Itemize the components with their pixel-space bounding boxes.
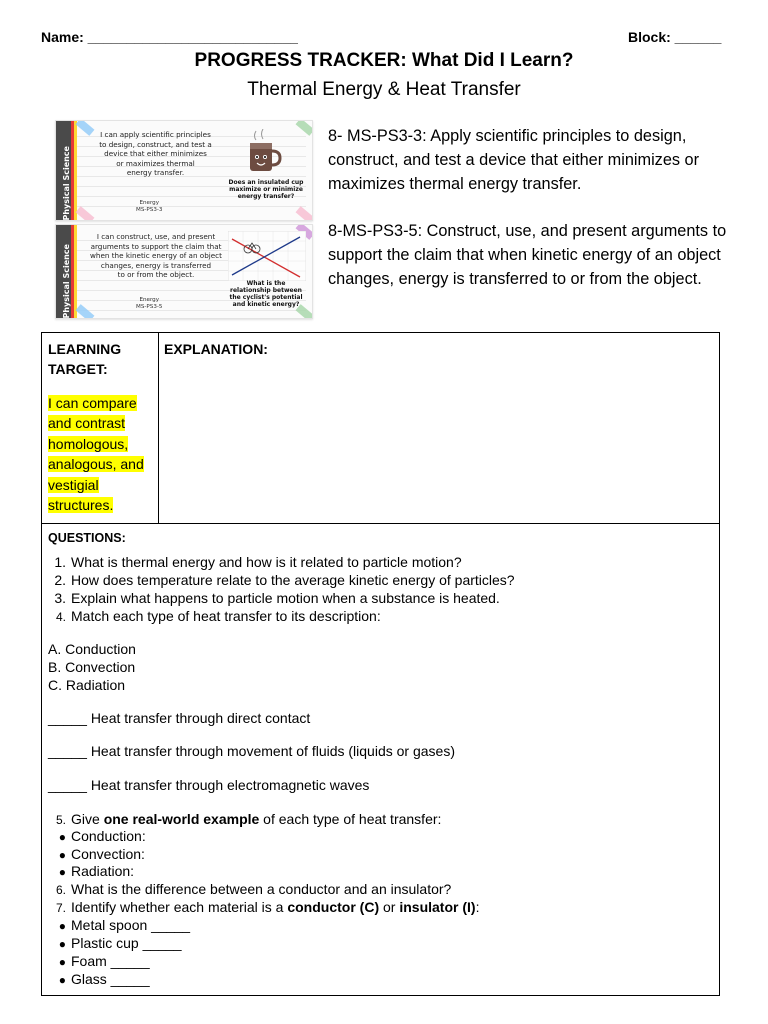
card-side-label: Physical Science (62, 243, 71, 318)
learning-target-text: I can compare and contrast homologous, analogous, and vestigial structures. (48, 395, 144, 514)
match-line: _____ Heat transfer through electromagnetic waves (48, 777, 370, 793)
bullet-item: ● Glass _____ (58, 971, 150, 987)
question-item: 6. What is the difference between a conductor and an insulator? (55, 881, 452, 897)
option-convection: B. Convection (48, 659, 136, 675)
card-statement: I can apply scientific principles to design, construct, and test a device that either minimizes or maximizes thermal energy transfer. (99, 130, 212, 178)
standard-text-ps3-5: 8-MS-PS3-5: Construct, use, and present arguments to support the claim that when kinetic energy of an object changes, energy is transferred to or from the object. (328, 222, 727, 288)
match-line: _____ Heat transfer through direct contact (48, 710, 311, 726)
bullet-item: ● Convection: (58, 846, 145, 862)
questions-header: QUESTIONS: (48, 531, 126, 545)
question-item: 7. Identify whether each material is a conductor (C) or insulator (I): (55, 899, 480, 915)
card-statement: I can construct, use, and present arguments to support the claim that when the kinetic energy of an object changes, energy is transferred to or from the object. (90, 232, 222, 280)
standard-card-ps3-5 (55, 224, 313, 319)
option-radiation: C. Radiation (48, 677, 126, 693)
block-field-label: Block: ______ (628, 29, 722, 45)
page-title: PROGRESS TRACKER: What Did I Learn? (194, 50, 574, 71)
page-subtitle: Thermal Energy & Heat Transfer (247, 79, 521, 100)
card-color-strip (74, 225, 77, 318)
question-item: 4. Match each type of heat transfer to its description: (55, 608, 381, 624)
question-item: 5. Give one real-world example of each type of heat transfer: (55, 811, 442, 827)
bullet-item: ● Plastic cup _____ (58, 935, 182, 951)
bullet-item: ● Foam _____ (58, 953, 150, 969)
question-item: 3. Explain what happens to particle motion when a substance is heated. (54, 590, 500, 606)
question-item: 1. What is thermal energy and how is it related to particle motion? (54, 554, 462, 570)
column-divider (158, 333, 159, 523)
card-code: Energy MS-PS3-3 (136, 200, 163, 213)
learning-target-row (42, 333, 719, 524)
bullet-item: ● Metal spoon _____ (58, 917, 191, 933)
card-code: Energy MS-PS3-5 (136, 297, 163, 310)
standard-text-ps3-3: 8- MS-PS3-3: Apply scientific principles to design, construct, and test a device that either minimizes or maximizes thermal energy transfer. (328, 127, 700, 193)
card-question: Does an insulated cup maximize or minimize energy transfer? (228, 179, 304, 200)
coffee-cup-icon (246, 129, 282, 181)
tracker-table (41, 332, 720, 996)
card-side-label: Physical Science (62, 145, 71, 220)
learning-target-header: LEARNING TARGET: (48, 341, 122, 377)
standard-card-ps3-3 (55, 120, 313, 221)
card-color-strip (74, 121, 77, 220)
bullet-item: ● Conduction: (58, 828, 146, 844)
energy-graph-icon (228, 231, 306, 281)
card-question: What is the relationship between the cyclist's potential and kinetic energy? (229, 280, 303, 308)
bullet-item: ● Radiation: (58, 863, 135, 879)
option-conduction: A. Conduction (48, 641, 136, 657)
tape-decoration (296, 206, 313, 221)
question-item: 2. How does temperature relate to the average kinetic energy of particles? (54, 572, 515, 588)
name-field-label: Name: ___________________________ (41, 29, 298, 45)
match-line: _____ Heat transfer through movement of fluids (liquids or gases) (48, 743, 455, 759)
explanation-header: EXPLANATION: (164, 341, 268, 357)
